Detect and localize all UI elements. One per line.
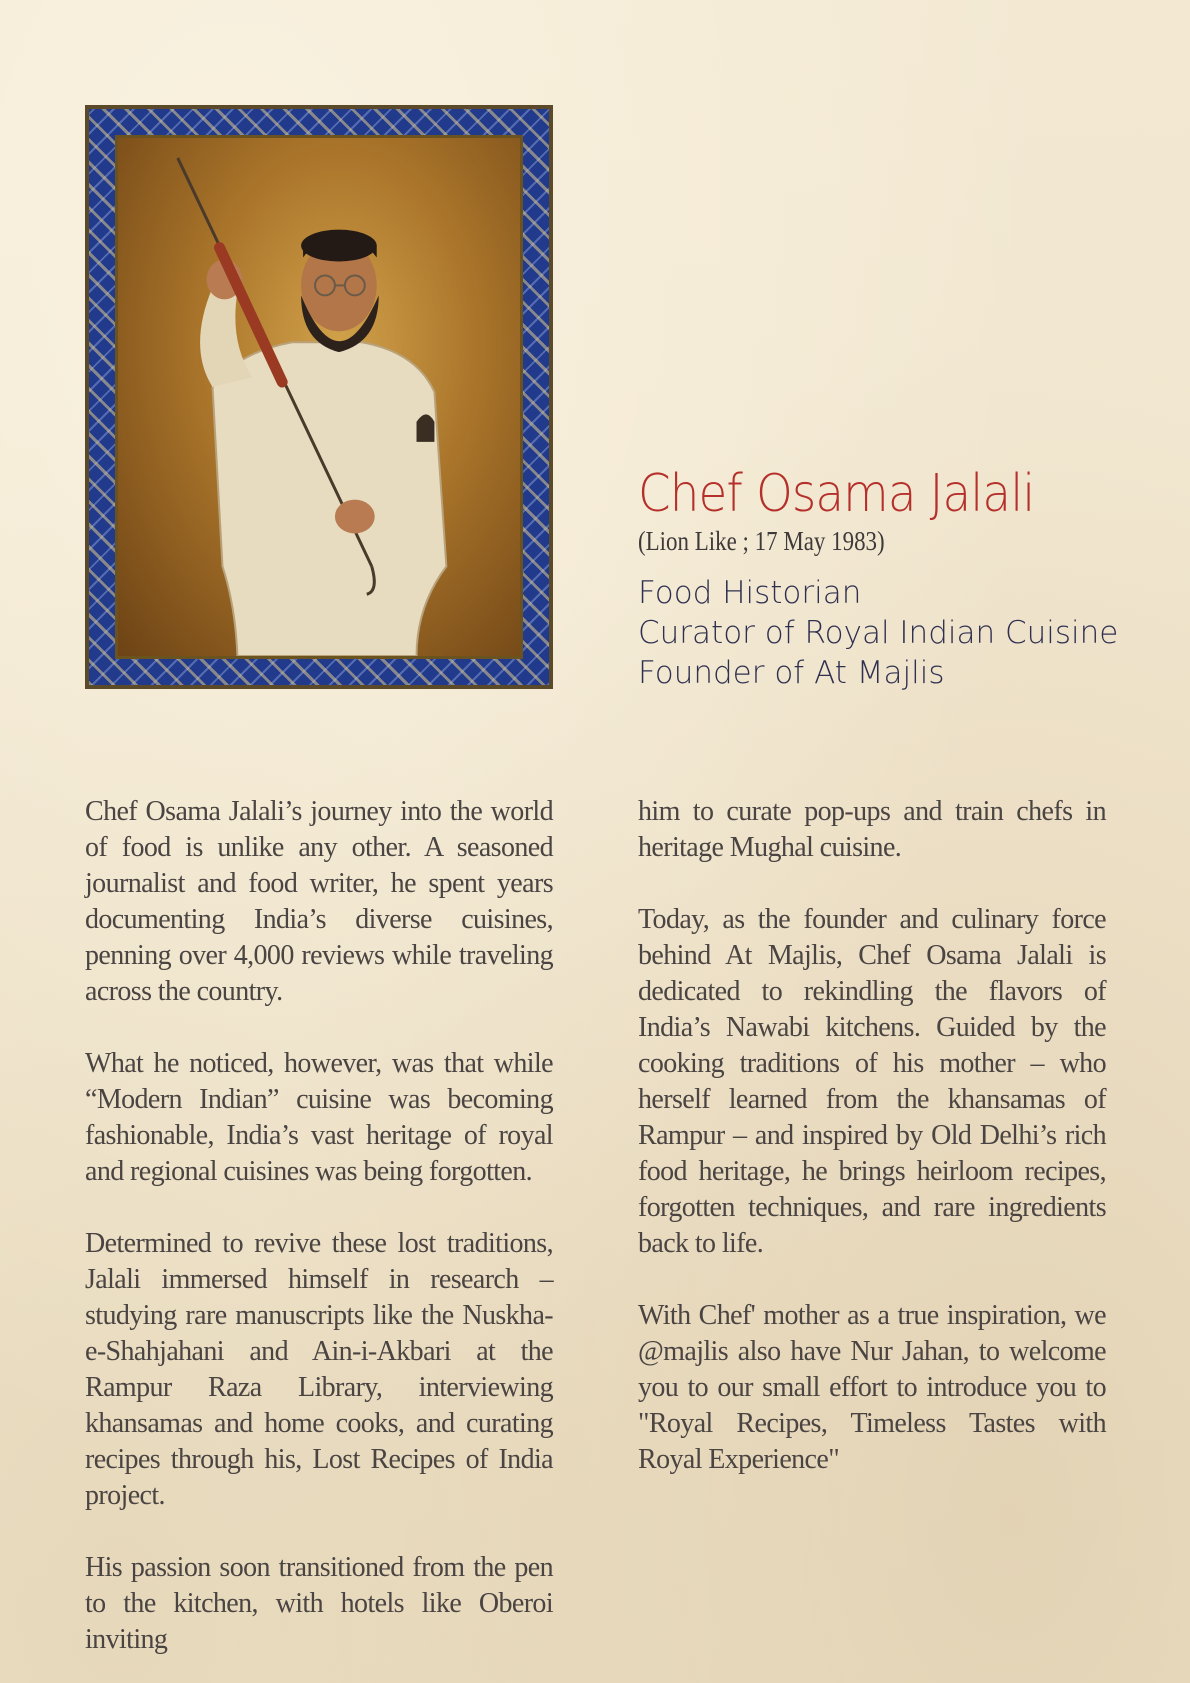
role-food-historian: Food Historian [638, 575, 862, 611]
chef-name: Chef Osama Jalali [638, 464, 1035, 524]
role-curator: Curator of Royal Indian Cuisine [638, 615, 1119, 651]
chef-subtitle: (Lion Like ; 17 May 1983) [638, 526, 885, 556]
body-paragraph: Chef Osama Jalali’s journey into the world of food is unlike any other. A seasoned journalist and food writer, he spent years documenting India’s diverse cuisines, penning over 4,000 reviews while traveling across the country. [85, 796, 553, 1007]
chef-portrait [85, 105, 553, 689]
body-paragraph: With Chef' mother as a true inspiration, we @majlis also have Nur Jahan, to welcome you to our small effort to introduce you to "Royal Recipes, Timeless Tastes with Royal Experience" [638, 1300, 1106, 1475]
body-column-left [85, 794, 553, 1658]
body-column-right [638, 794, 1106, 1478]
chef-figure-illustration [118, 138, 520, 656]
chef-title-block [638, 463, 1118, 693]
body-paragraph: What he noticed, however, was that while “Modern Indian” cuisine was becoming fashionable, India’s vast heritage of royal and regional cuisines was being forgotten. [85, 1048, 553, 1187]
body-paragraph: His passion soon transitioned from the pen to the kitchen, with hotels like Oberoi inviting [85, 1552, 553, 1655]
body-paragraph: Determined to revive these lost traditions, Jalali immersed himself in research – studying rare manuscripts like the Nuskha-e-Shahjahani and Ain-i-Akbari at the Rampur Raza Library, interviewing khansamas and home cooks, and curating recipes through his, Lost Recipes of India project. [85, 1228, 553, 1511]
role-founder: Founder of At Majlis [638, 655, 945, 691]
chef-roles [638, 573, 1118, 693]
portrait-painting [115, 135, 523, 659]
body-paragraph: him to curate pop-ups and train chefs in heritage Mughal cuisine. [638, 796, 1106, 863]
body-paragraph: Today, as the founder and culinary force behind At Majlis, Chef Osama Jalali is dedicated to rekindling the flavors of India’s Nawabi kitchens. Guided by the cooking traditions of his mother – who herself learned from the khansamas of Rampur – and inspired by Old Delhi’s rich food heritage, he brings heirloom recipes, forgotten techniques, and rare ingredients back to life. [638, 904, 1106, 1259]
